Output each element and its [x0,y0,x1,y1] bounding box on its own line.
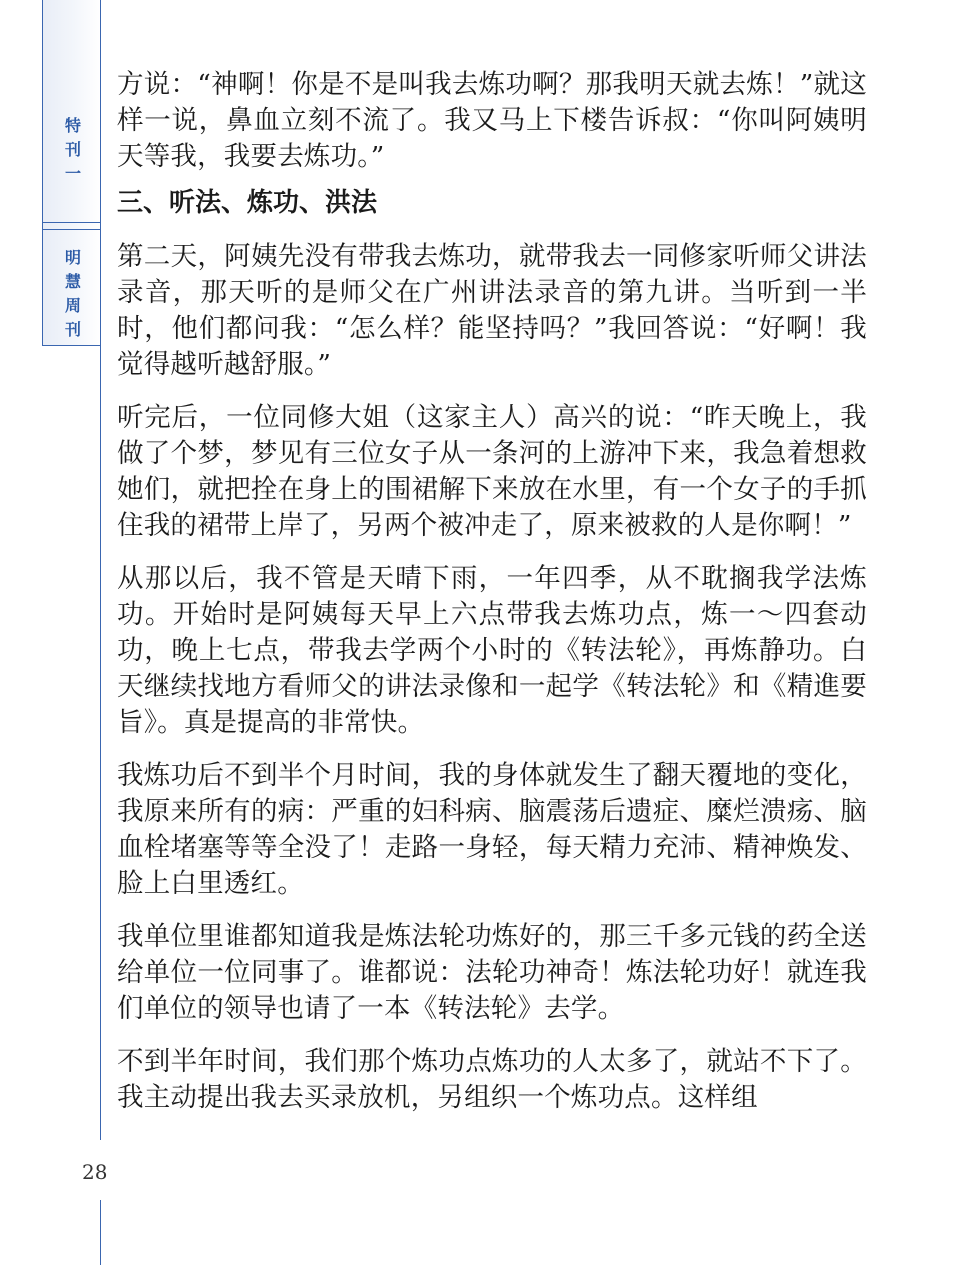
sidebar-left-rule [42,0,43,345]
paragraph: 不到半年时间，我们那个炼功点炼功的人太多了，就站不下了。我主动提出我去买录放机，另组织一个炼功点。这样组 [117,1046,867,1113]
sidebar-label-text: 特 刊 一 [64,116,81,183]
sidebar-label-special-issue [62,114,84,186]
sidebar-end-rule [42,345,101,346]
paragraph: 从那以后，我不管是天晴下雨，一年四季，从不耽搁我学法炼功。开始时是阿姨每天早上六点带我去炼功点，炼一～四套动功，晚上七点，带我去学两个小时的《转法轮》，再炼静功。白天继续找地方看师父的讲法录像和一起学《转法轮》和《精進要旨》。真是提高的非常快。 [117,563,867,738]
paragraph: 听完后，一位同修大姐（这家主人）高兴的说：“昨天晚上，我做了个梦，梦见有三位女子从一条河的上游冲下来，我急着想救她们，就把拴在身上的围裙解下来放在水里，有一个女子的手抓住我的裙带上岸了，另两个被冲走了，原来被救的人是你啊！” [117,402,867,541]
margin-vertical-rule [100,0,101,1265]
sidebar-divider-bottom [42,229,101,230]
paragraph-intro: 方说：“神啊！你是不是叫我去炼功啊？那我明天就去炼！”就这样一说，鼻血立刻不流了。我又马上下楼告诉叔：“你叫阿姨明天等我，我要去炼功。” [117,69,867,172]
article-body [117,67,867,1133]
section-heading: 三、听法、炼功、洪法 [117,188,378,218]
sidebar-divider-top [42,222,101,223]
sidebar-label-publication [62,246,84,342]
page-number: 28 [82,1160,108,1184]
sidebar-label-text: 明 慧 周 刊 [64,248,81,339]
paragraph: 第二天，阿姨先没有带我去炼功，就带我去一同修家听师父讲法录音，那天听的是师父在广州讲法录音的第九讲。当听到一半时，他们都问我：“怎么样？能坚持吗？”我回答说：“好啊！我觉得越听越舒服。” [117,241,867,380]
paragraph: 我单位里谁都知道我是炼法轮功炼好的，那三千多元钱的药全送给单位一位同事了。谁都说：法轮功神奇！炼法轮功好！就连我们单位的领导也请了一本《转法轮》去学。 [117,921,867,1024]
paragraph: 我炼功后不到半个月时间，我的身体就发生了翻天覆地的变化，我原来所有的病：严重的妇科病、脑震荡后遗症、糜烂溃疡、脑血栓堵塞等等全没了！走路一身轻，每天精力充沛、精神焕发、脸上白里透红。 [117,760,867,899]
